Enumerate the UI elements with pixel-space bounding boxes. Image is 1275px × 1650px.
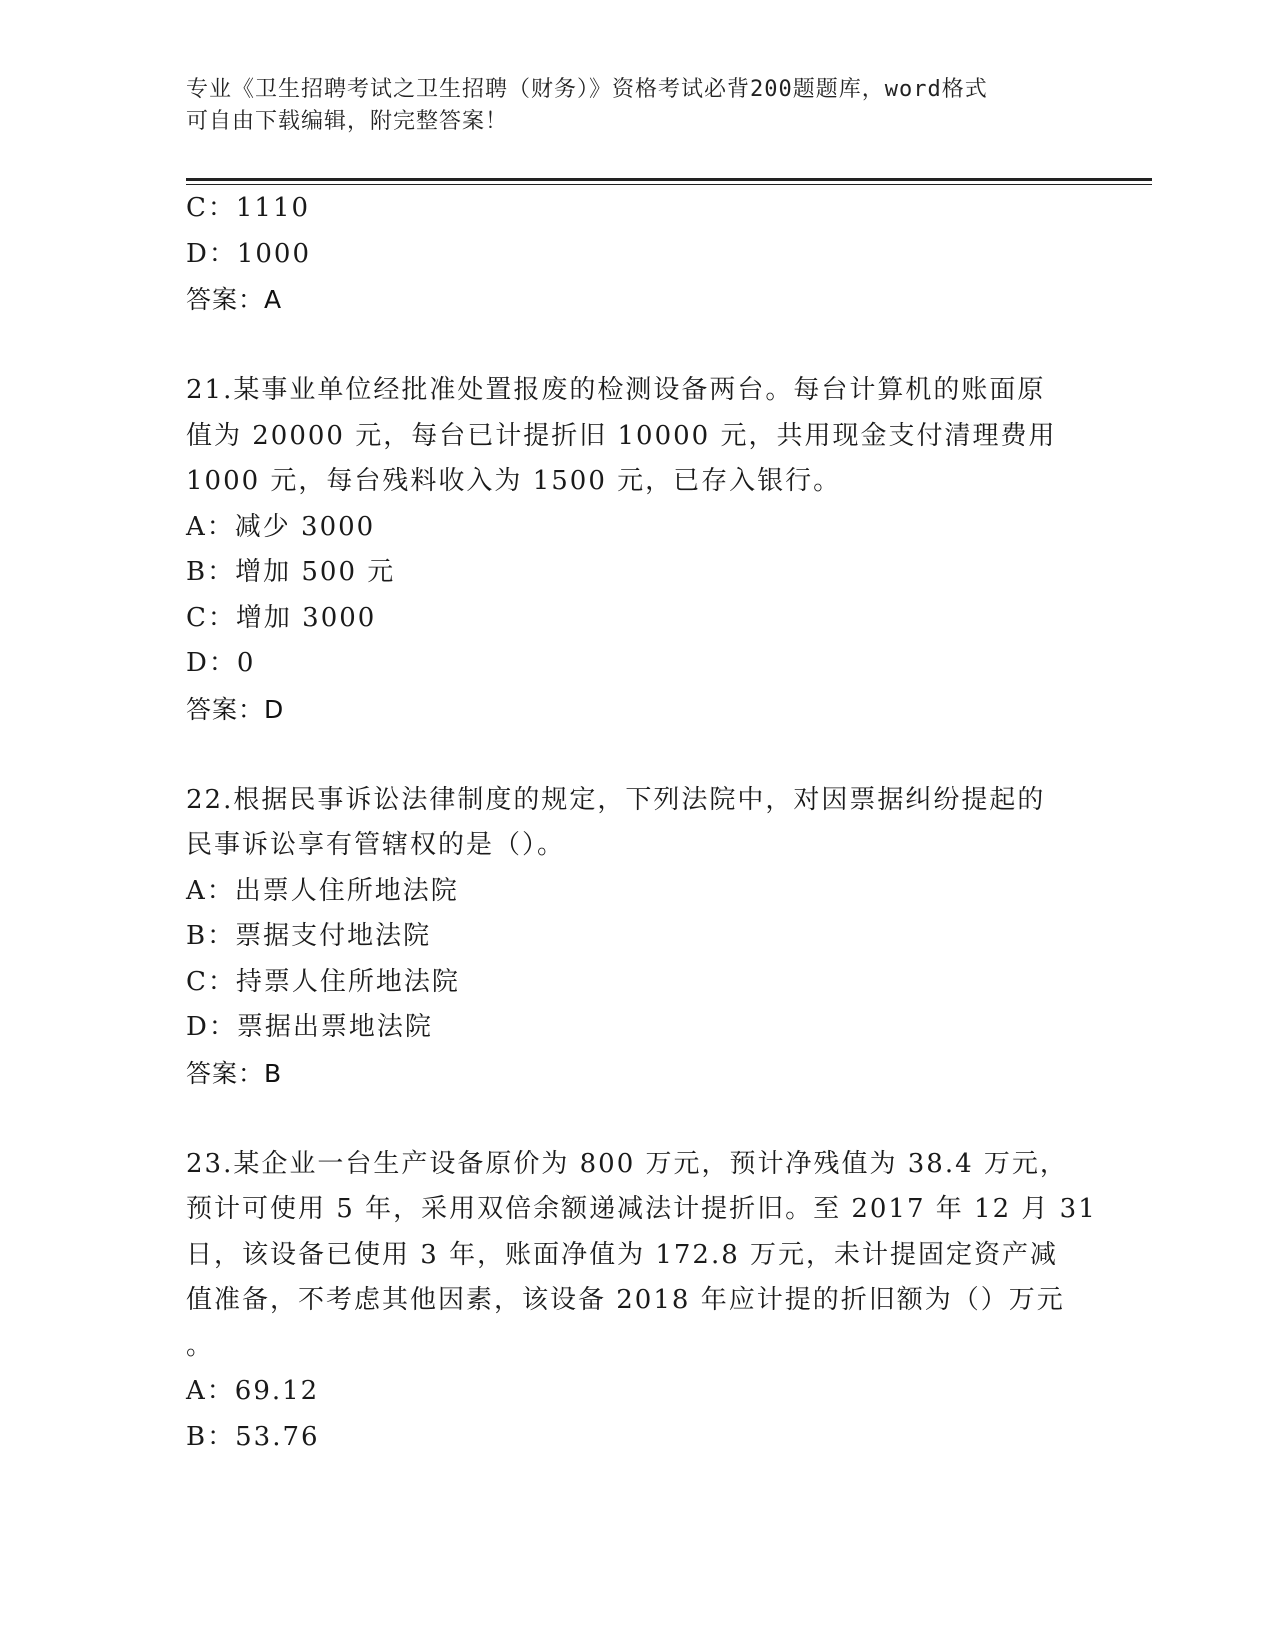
question-text-line: 。 [186, 1330, 215, 1361]
header-title-line-2: 可自由下载编辑，附完整答案！ [186, 109, 509, 134]
option-a: A：减少 3000 [186, 511, 376, 542]
question-text-line: 1000 元，每台残料收入为 1500 元，已存入银行。 [186, 466, 842, 496]
answer-line: 答案：A [186, 285, 283, 314]
option-d: D：票据出票地法院 [186, 1012, 433, 1042]
question-text-line: 22.根据民事诉讼法律制度的规定，下列法院中，对因票据纠纷提起的 [186, 784, 1046, 815]
option-a: A：出票人住所地法院 [186, 875, 459, 906]
option-c: C：持票人住所地法院 [186, 966, 460, 997]
option-b: B：增加 500 元 [186, 557, 396, 587]
spacer [186, 732, 1086, 778]
question-text-line: 21.某事业单位经批准处置报废的检测设备两台。每台计算机的账面原 [186, 375, 1046, 405]
spacer [186, 1096, 1086, 1142]
question-21 [186, 368, 1086, 732]
question-text-line: 值为 20000 元，每台已计提折旧 10000 元，共用现金支付清理费用 [186, 420, 1057, 451]
document-header [186, 74, 1066, 138]
option-c: C：增加 3000 [186, 602, 377, 633]
option-b: B：票据支付地法院 [186, 921, 432, 951]
header-title-line-1: 专业《卫生招聘考试之卫生招聘（财务）》资格考试必背200题题库，word格式 [186, 77, 988, 102]
question-text-line: 值准备，不考虑其他因素，该设备 2018 年应计提的折旧额为（）万元 [186, 1285, 1065, 1315]
question-23 [186, 1142, 1097, 1461]
option-b: B：53.76 [186, 1421, 320, 1452]
spacer [186, 323, 1086, 369]
previous-question-tail [186, 186, 1086, 323]
question-22 [186, 778, 1086, 1097]
question-text-line: 日，该设备已使用 3 年，账面净值为 172.8 万元，未计提固定资产减 [186, 1239, 1059, 1270]
question-text-line: 民事诉讼享有管辖权的是（）。 [186, 830, 566, 860]
header-divider-thin [186, 184, 1152, 185]
answer-line: 答案：B [186, 1058, 283, 1088]
answer-line: 答案：D [186, 694, 285, 724]
header-divider-thick [186, 178, 1152, 181]
option-a: A：69.12 [186, 1376, 320, 1406]
option-d: D：1000 [186, 238, 312, 269]
question-text-line: 预计可使用 5 年，采用双倍余额递减法计提折旧。至 2017 年 12 月 31 [186, 1194, 1097, 1224]
option-c: C：1110 [186, 193, 311, 223]
option-d: D：0 [186, 648, 256, 678]
question-text-line: 23.某企业一台生产设备原价为 800 万元，预计净残值为 38.4 万元， [186, 1148, 1068, 1179]
question-list [186, 186, 1097, 1460]
